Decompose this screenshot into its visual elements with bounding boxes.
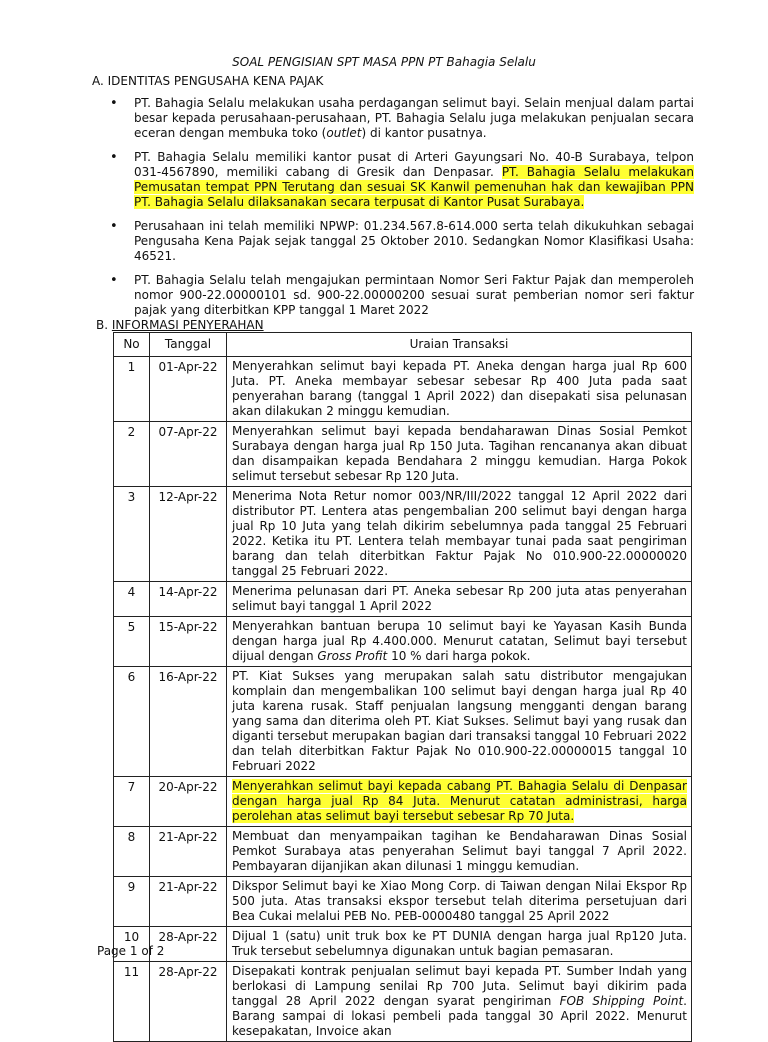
table-row (114, 617, 692, 667)
bullet-text: PT. Bahagia Selalu telah mengajukan permintaan Nomor Seri Faktur Pajak dan memperoleh nomor 900-22.00000101 sd. 900-22.00000200 sesuai surat pemberian nomor seri faktur pajak yang diterbitkan KPP tanggal 1 Maret 2022 (134, 273, 694, 317)
highlighted-text: PT. Bahagia Selalu melakukan Pemusatan tempat PPN Terutang dan sesuai SK Kanwil pemenuhan hak dan kewajiban PPN PT. Bahagia Selalu dilaksanakan secara terpusat di Kantor Pusat Surabaya. (134, 165, 694, 209)
bullet-item-4 (108, 273, 694, 318)
table-row (114, 487, 692, 582)
bullet-text: PT. Bahagia Selalu memiliki kantor pusat di Arteri Gayungsari No. 40-B Surabaya, telpon 031-4567890, memiliki cabang di Gresik dan Denpasar. (134, 150, 694, 179)
row-date: 28-Apr-22 (150, 962, 227, 1042)
row-description-text: Disepakati kontrak penjualan selimut bayi kepada PT. Sumber Indah yang berlokasi di Lampung senilai Rp 700 Juta. Selimut bayi dikirim pada tanggal 28 April 2022 dengan syarat pengiriman (232, 964, 687, 1008)
section-b-title: INFORMASI PENYERAHAN (111, 318, 264, 332)
header-date: Tanggal (150, 333, 227, 357)
page-number: Page 1 of 2 (97, 944, 165, 958)
row-description (227, 962, 692, 1042)
header-no: No (114, 333, 150, 357)
row-number: 4 (114, 582, 150, 617)
row-date: 01-Apr-22 (150, 357, 227, 422)
row-number: 1 (114, 357, 150, 422)
bullet-text: Perusahaan ini telah memiliki NPWP: 01.234.567.8-614.000 serta telah dikukuhkan sebagai Pengusaha Kena Pajak sejak tanggal 25 Oktober 2010. Sedangkan Nomor Klasifikasi Usaha: 46521. (134, 219, 694, 263)
row-description-italic: FOB Shipping Point (559, 994, 684, 1008)
table-row (114, 422, 692, 487)
bullet-item-2 (108, 150, 694, 210)
row-date: 14-Apr-22 (150, 582, 227, 617)
row-description-text: . Barang sampai di lokasi pembeli pada tanggal 30 April 2022. Menurut kesepakatan, Invoice akan (232, 994, 687, 1038)
row-description: Menerima pelunasan dari PT. Aneka sebesar Rp 200 juta atas penyerahan selimut bayi tanggal 1 April 2022 (227, 582, 692, 617)
row-description: Menyerahkan selimut bayi kepada bendaharawan Dinas Sosial Pemkot Surabaya dengan harga jual Rp 150 Juta. Tagihan rencananya akan dibuat dan disampaikan kepada Bendahara 2 minggu kemudian. Harga Pokok selimut tersebut sebesar Rp 120 Juta. (227, 422, 692, 487)
row-description-italic: Gross Profit (317, 649, 388, 663)
bullet-italic-text: outlet (326, 126, 362, 140)
row-number: 11 (114, 962, 150, 1042)
row-date: 21-Apr-22 (150, 827, 227, 877)
header-description: Uraian Transaksi (227, 333, 692, 357)
transaction-table (113, 332, 692, 1042)
row-date: 07-Apr-22 (150, 422, 227, 487)
bullet-text: ) di kantor pusatnya. (361, 126, 487, 140)
row-description-text: 10 % dari harga pokok. (387, 649, 531, 663)
row-number: 6 (114, 667, 150, 777)
row-date: 16-Apr-22 (150, 667, 227, 777)
table-row (114, 962, 692, 1042)
table-row (114, 582, 692, 617)
row-number: 3 (114, 487, 150, 582)
row-number: 2 (114, 422, 150, 487)
row-description: Dikspor Selimut bayi ke Xiao Mong Corp. di Taiwan dengan Nilai Ekspor Rp 500 juta. Atas transaksi ekspor tersebut telah diterima persetujuan dari Bea Cukai melalui PEB No. PEB-0000480 tanggal 25 April 2022 (227, 877, 692, 927)
table-row (114, 827, 692, 877)
row-number: 5 (114, 617, 150, 667)
row-description (227, 617, 692, 667)
table-row (114, 927, 692, 962)
bullet-item-3 (108, 219, 694, 264)
row-date: 21-Apr-22 (150, 877, 227, 927)
row-number: 9 (114, 877, 150, 927)
bullet-item-1 (108, 96, 694, 141)
table-row (114, 777, 692, 827)
row-date: 15-Apr-22 (150, 617, 227, 667)
identity-bullet-list (108, 96, 694, 327)
table-header-row (114, 333, 692, 357)
row-number: 10 (114, 927, 150, 962)
row-description-text: Menyerahkan bantuan berupa 10 selimut bayi ke Yayasan Kasih Bunda dengan harga jual Rp 4.400.000. Menurut catatan, Selimut bayi tersebut dijual dengan (232, 619, 687, 663)
row-description: Membuat dan menyampaikan tagihan ke Bendaharawan Dinas Sosial Pemkot Surabaya atas penyerahan Selimut bayi tanggal 7 April 2022. Pembayaran dijanjikan akan dilunasi 1 minggu kemudian. (227, 827, 692, 877)
table-row (114, 357, 692, 422)
row-description: PT. Kiat Sukses yang merupakan salah satu distributor mengajukan komplain dan mengembalikan 100 selimut bayi dengan harga jual Rp 40 juta karena rusak. Staff penjualan langsung mengganti dengan barang yang sama dan diterima oleh PT. Kiat Sukses. Selimut bayi yang rusak dan diganti tersebut merupakan bagian dari transaksi tanggal 10 Februari 2022 dan telah diterbitkan Faktur Pajak No 010.900-22.00000015 tanggal 10 Februari 2022 (227, 667, 692, 777)
page-title: SOAL PENGISIAN SPT MASA PPN PT Bahagia Selalu (232, 55, 536, 69)
table-row (114, 667, 692, 777)
row-description: Menyerahkan selimut bayi kepada PT. Aneka dengan harga jual Rp 600 Juta. PT. Aneka membayar sebesar sebesar Rp 400 Juta pada saat penyerahan barang (tanggal 1 April 2022) dan disepakati sisa pelunasan akan dilakukan 2 minggu kemudian. (227, 357, 692, 422)
row-description: Menerima Nota Retur nomor 003/NR/III/2022 tanggal 12 April 2022 dari distributor PT. Lentera atas pengembalian 200 selimut bayi dengan harga jual Rp 10 Juta yang telah dikirim sebelumnya pada tanggal 25 Februari 2022. Ketika itu PT. Lentera telah membayar tunai pada saat pengiriman barang dan telah diterbitkan Faktur Pajak No 010.900-22.00000020 tanggal 25 Februari 2022. (227, 487, 692, 582)
row-description: Dijual 1 (satu) unit truk box ke PT DUNIA dengan harga jual Rp120 Juta. Truk tersebut sebelumnya digunakan untuk bagian pemasaran. (227, 927, 692, 962)
bullet-text: PT. Bahagia Selalu melakukan usaha perdagangan selimut bayi. Selain menjual dalam partai besar kepada perusahaan-perusahaan, PT. Bahagia Selalu juga melakukan penjualan secara eceran dengan membuka toko ( (134, 96, 694, 140)
highlighted-text: Menyerahkan selimut bayi kepada cabang PT. Bahagia Selalu di Denpasar dengan harga jual Rp 84 Juta. Menurut catatan administrasi, harga perolehan atas selimut bayi tersebut sebesar Rp 70 Juta. (232, 779, 687, 823)
section-b-prefix: B. (96, 318, 112, 332)
row-date: 20-Apr-22 (150, 777, 227, 827)
table-row (114, 877, 692, 927)
row-number: 8 (114, 827, 150, 877)
row-date: 12-Apr-22 (150, 487, 227, 582)
section-b-heading (96, 318, 264, 333)
row-date: 28-Apr-22 (150, 927, 227, 962)
section-a-heading: A. IDENTITAS PENGUSAHA KENA PAJAK (92, 74, 324, 88)
row-number: 7 (114, 777, 150, 827)
row-description (227, 777, 692, 827)
